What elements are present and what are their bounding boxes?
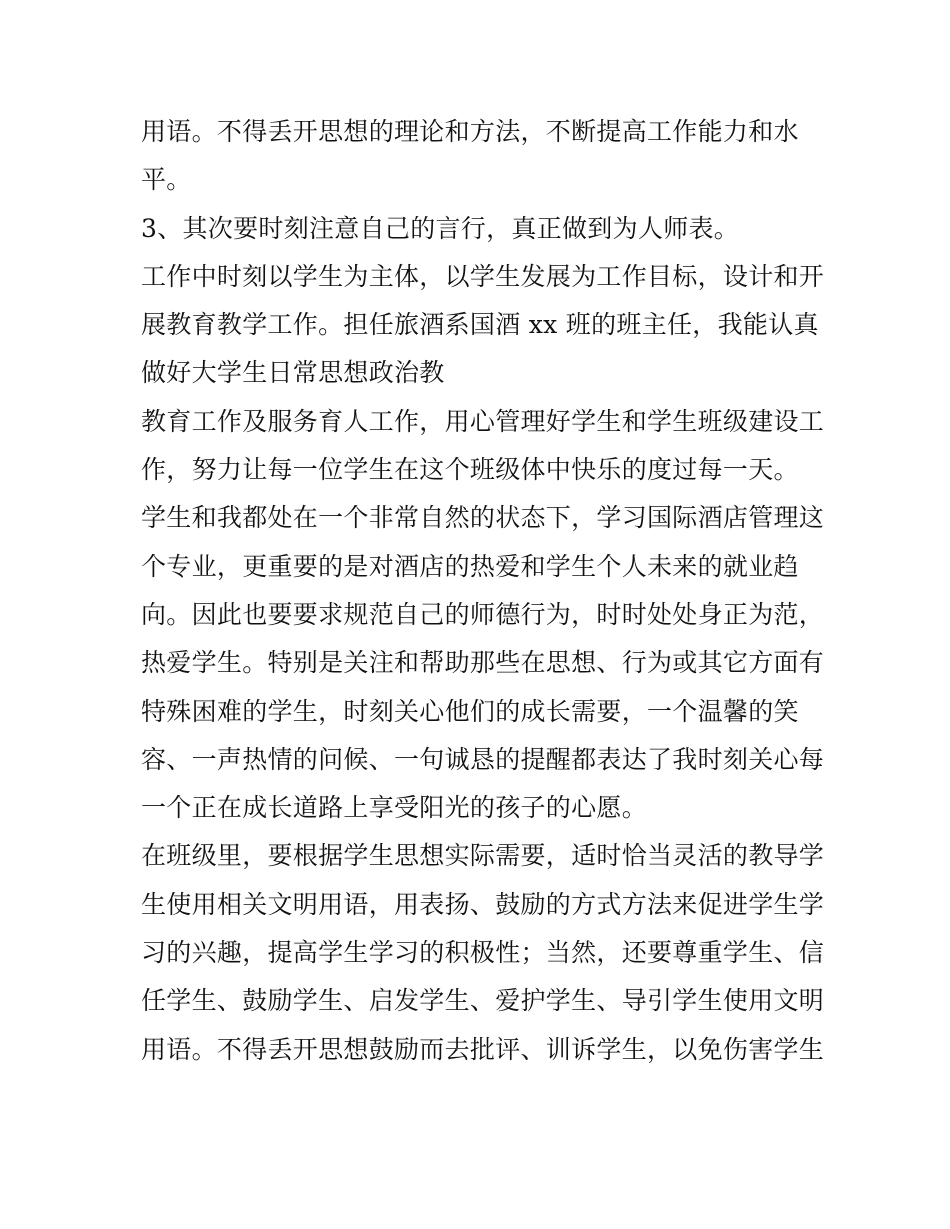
text-line: 用语。不得丢开思想鼓励而去批评、训诉学生，以免伤害学生 — [141, 1034, 825, 1064]
text-line: 一个正在成长道路上享受阳光的孩子的心愿。 — [141, 793, 648, 823]
text-line: 习的兴趣，提高学生学习的积极性；当然，还要尊重学生、信 — [141, 938, 825, 968]
text-line: 作，努力让每一位学生在这个班级体中快乐的度过每一天。 — [141, 455, 799, 485]
text-line: 容、一声热情的问候、一句诚恳的提醒都表达了我时刻关心每 — [141, 744, 825, 774]
document-body — [141, 108, 825, 1074]
text-line: 向。因此也要要求规范自己的师德行为，时时处处身正为范， — [141, 599, 825, 629]
text-line: 平。 — [141, 165, 192, 195]
text-line: 用语。不得丢开思想的理论和方法，不断提高工作能力和水 — [141, 117, 799, 146]
text-line: 学生和我都处在一个非常自然的状态下，学习国际酒店管理这 — [141, 503, 825, 533]
text-line: 个专业，更重要的是对酒店的热爱和学生个人未来的就业趋 — [141, 551, 799, 581]
text-line: 展教育教学工作。担任旅酒系国酒 xx 班的班主任，我能认真 — [141, 310, 819, 340]
text-line: 教育工作及服务育人工作，用心管理好学生和学生班级建设工 — [141, 406, 825, 436]
text-line: 生使用相关文明用语，用表扬、鼓励的方式方法来促进学生学 — [141, 889, 825, 919]
text-line: 做好大学生日常思想政治教 — [141, 358, 445, 388]
text-line: 工作中时刻以学生为主体，以学生发展为工作目标，设计和开 — [141, 261, 825, 291]
text-line: 特殊困难的学生，时刻关心他们的成长需要，一个温馨的笑 — [141, 696, 799, 726]
text-line: 任学生、鼓励学生、启发学生、爱护学生、导引学生使用文明 — [141, 986, 825, 1016]
text-line: 热爱学生。特别是关注和帮助那些在思想、行为或其它方面有 — [141, 648, 825, 678]
text-line: 在班级里，要根据学生思想实际需要，适时恰当灵活的教导学 — [141, 841, 825, 871]
text-line: 3、其次要时刻注意自己的言行，真正做到为人师表。 — [141, 213, 740, 243]
